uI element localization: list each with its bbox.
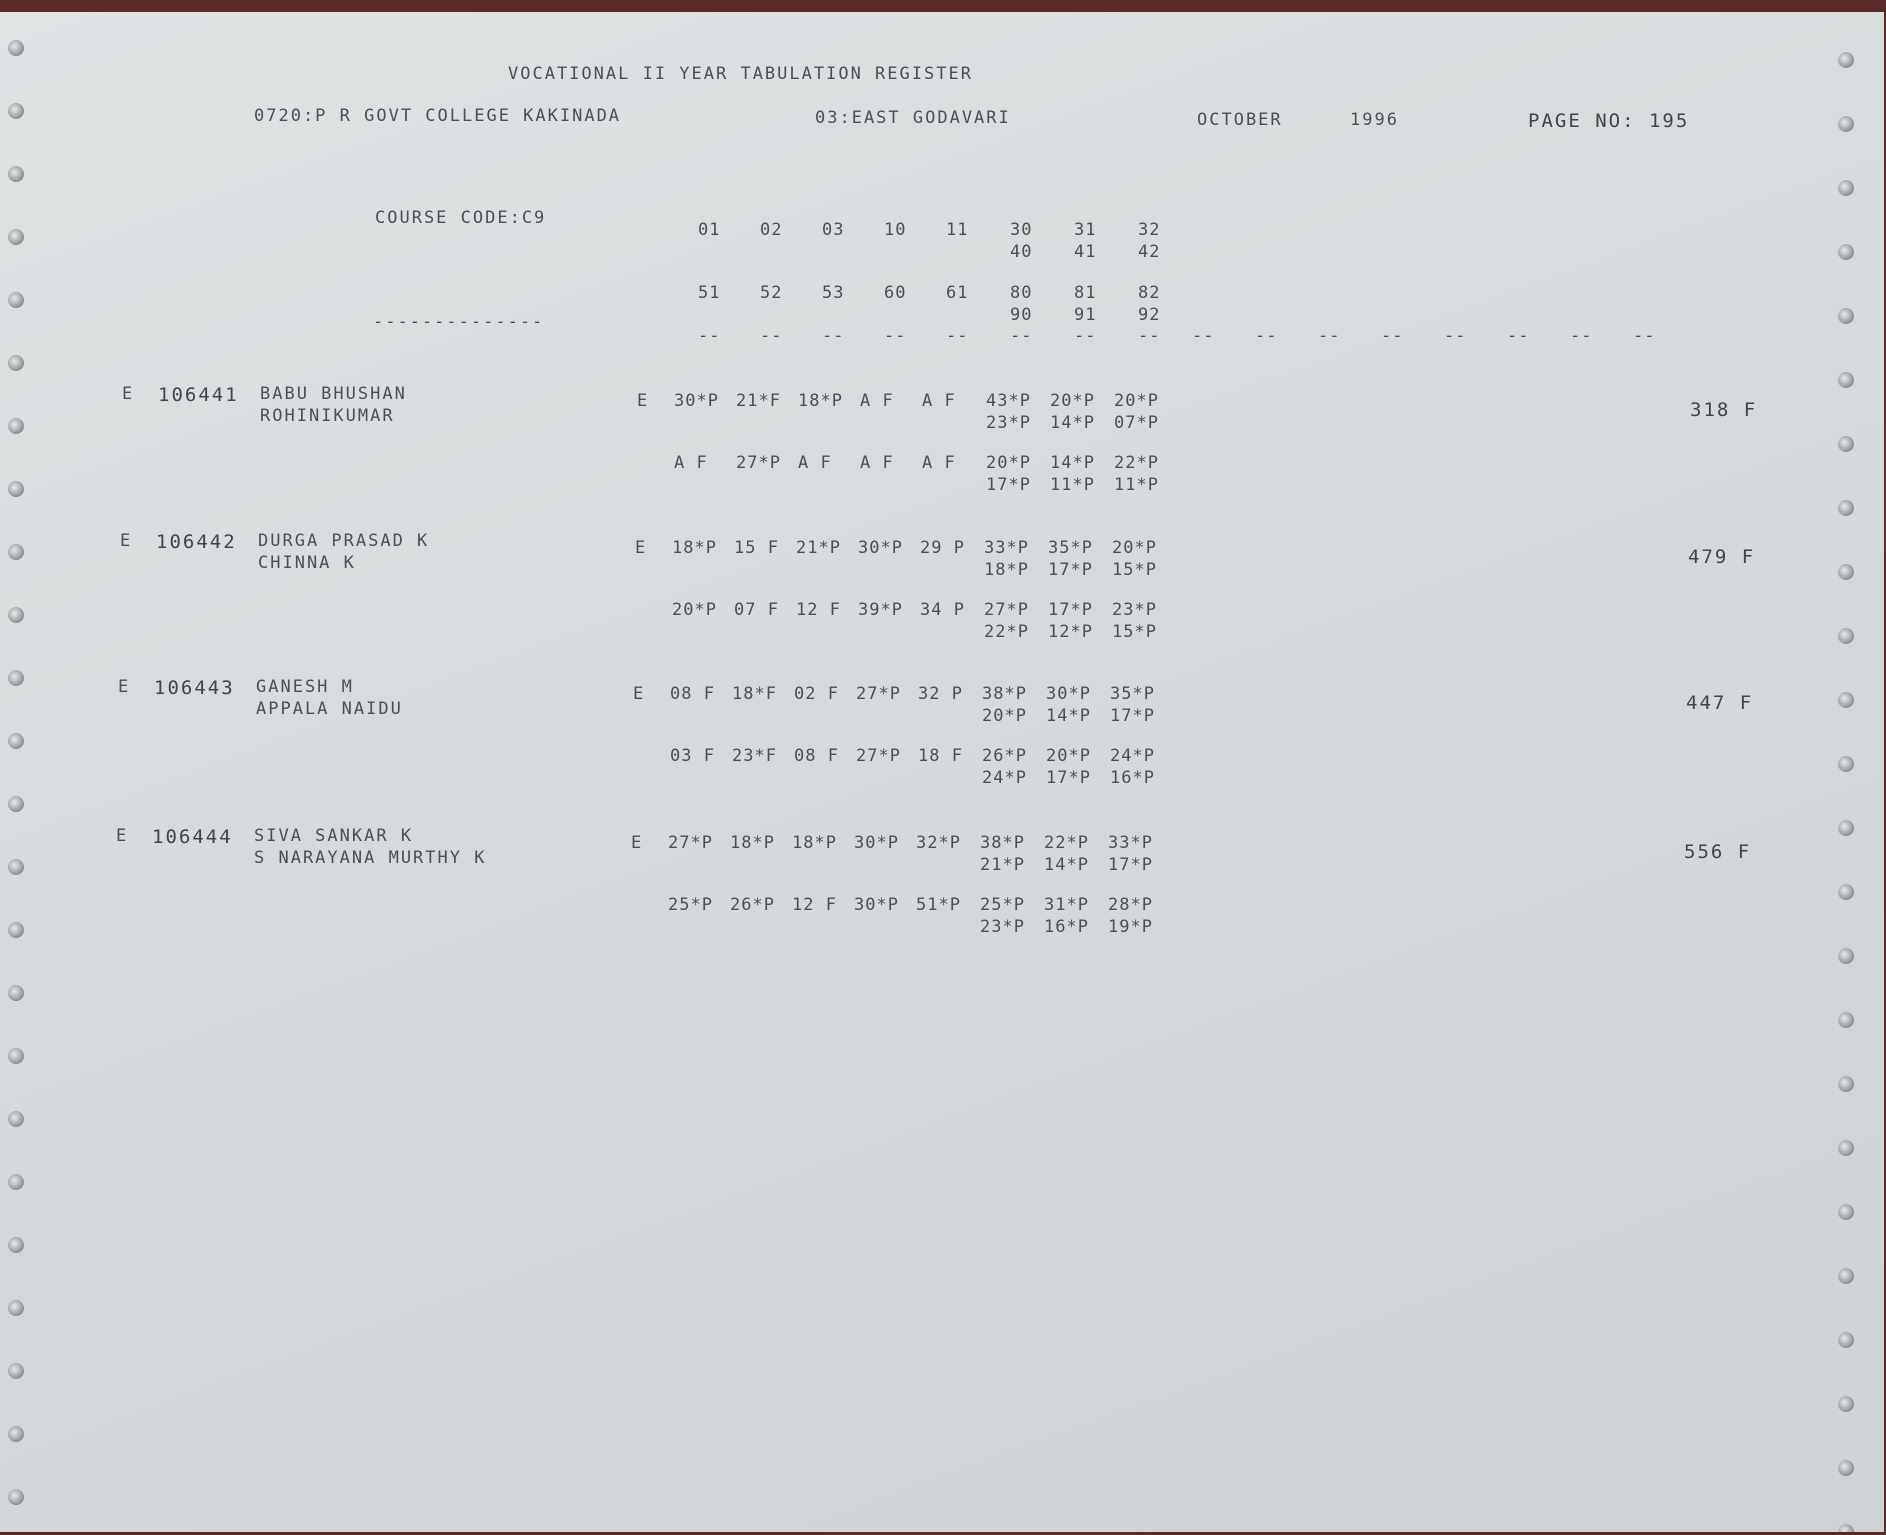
feed-hole-icon bbox=[1838, 308, 1854, 324]
feed-hole-icon bbox=[1838, 756, 1854, 772]
subject-mark: 38*P bbox=[980, 833, 1025, 853]
feed-hole-icon bbox=[8, 40, 24, 56]
subject-mark: 20*P bbox=[1114, 391, 1159, 411]
subject-mark: 30*P bbox=[674, 391, 719, 411]
subject-mark: 08 F bbox=[794, 746, 839, 766]
feed-hole-icon bbox=[8, 1426, 24, 1442]
father-name: S NARAYANA MURTHY K bbox=[254, 848, 487, 868]
course-underline: -------------- bbox=[373, 312, 545, 332]
feed-hole-icon bbox=[8, 1300, 24, 1316]
subject-code: 03 bbox=[822, 220, 845, 240]
hall-ticket-number: 106444 bbox=[152, 826, 233, 848]
subject-mark: 14*P bbox=[1046, 706, 1091, 726]
subject-mark: 16*P bbox=[1044, 917, 1089, 937]
student-name: DURGA PRASAD K bbox=[258, 531, 430, 551]
subject-code: 92 bbox=[1138, 305, 1161, 325]
subject-mark: 28*P bbox=[1108, 895, 1153, 915]
total-result: 479 F bbox=[1688, 546, 1756, 568]
feed-hole-icon bbox=[8, 355, 24, 371]
feed-hole-icon bbox=[8, 544, 24, 560]
subject-mark: 16*P bbox=[1110, 768, 1155, 788]
feed-hole-icon bbox=[1838, 628, 1854, 644]
subject-code: 81 bbox=[1074, 283, 1097, 303]
subject-mark: 18*P bbox=[792, 833, 837, 853]
hall-ticket-number: 106443 bbox=[154, 677, 235, 699]
feed-hole-icon bbox=[1838, 884, 1854, 900]
subject-mark: 31*P bbox=[1044, 895, 1089, 915]
subject-mark: 19*P bbox=[1108, 917, 1153, 937]
subject-mark: 07 F bbox=[734, 600, 779, 620]
column-separator: -- bbox=[1381, 326, 1404, 346]
subject-code: 31 bbox=[1074, 220, 1097, 240]
feed-hole-icon bbox=[8, 796, 24, 812]
subject-code: 11 bbox=[946, 220, 969, 240]
subject-mark: 25*P bbox=[980, 895, 1025, 915]
feed-hole-icon bbox=[8, 859, 24, 875]
feed-hole-icon bbox=[8, 103, 24, 119]
feed-hole-icon bbox=[1838, 948, 1854, 964]
subject-mark: 11*P bbox=[1114, 475, 1159, 495]
column-separator: -- bbox=[1570, 326, 1593, 346]
feed-hole-icon bbox=[8, 1489, 24, 1505]
subject-code: 10 bbox=[884, 220, 907, 240]
feed-hole-icon bbox=[1838, 372, 1854, 388]
subject-mark: 38*P bbox=[982, 684, 1027, 704]
feed-hole-icon bbox=[1838, 436, 1854, 452]
subject-code: 51 bbox=[698, 283, 721, 303]
subject-mark: 14*P bbox=[1050, 453, 1095, 473]
subject-mark: 07*P bbox=[1114, 413, 1159, 433]
subject-mark: 15 F bbox=[734, 538, 779, 558]
subject-code: 53 bbox=[822, 283, 845, 303]
subject-mark: 22*P bbox=[1114, 453, 1159, 473]
subject-mark: 20*P bbox=[1046, 746, 1091, 766]
feed-hole-icon bbox=[8, 292, 24, 308]
subject-mark: 18*P bbox=[730, 833, 775, 853]
subject-mark: 26*P bbox=[730, 895, 775, 915]
subject-mark: 14*P bbox=[1050, 413, 1095, 433]
column-separator: -- bbox=[698, 326, 721, 346]
subject-mark: 24*P bbox=[982, 768, 1027, 788]
column-separator: -- bbox=[1444, 326, 1467, 346]
page-number: PAGE NO: 195 bbox=[1528, 110, 1690, 132]
subject-mark: 17*P bbox=[1048, 600, 1093, 620]
language-medium: E bbox=[635, 538, 647, 558]
subject-code: 32 bbox=[1138, 220, 1161, 240]
feed-hole-icon bbox=[8, 985, 24, 1001]
subject-mark: 26*P bbox=[982, 746, 1027, 766]
subject-mark: 35*P bbox=[1110, 684, 1155, 704]
subject-mark: 29 P bbox=[920, 538, 965, 558]
feed-hole-icon bbox=[8, 418, 24, 434]
feed-hole-icon bbox=[1838, 1396, 1854, 1412]
subject-code: 80 bbox=[1010, 283, 1033, 303]
subject-mark: 17*P bbox=[1046, 768, 1091, 788]
column-separator: -- bbox=[1074, 326, 1097, 346]
language-medium: E bbox=[631, 833, 643, 853]
student-medium: E bbox=[122, 384, 135, 404]
feed-hole-icon bbox=[1838, 244, 1854, 260]
subject-mark: 25*P bbox=[668, 895, 713, 915]
subject-mark: 23*P bbox=[980, 917, 1025, 937]
subject-mark: 20*P bbox=[986, 453, 1031, 473]
column-separator: -- bbox=[760, 326, 783, 346]
subject-code: 82 bbox=[1138, 283, 1161, 303]
subject-mark: 30*P bbox=[858, 538, 903, 558]
subject-mark: 32*P bbox=[916, 833, 961, 853]
subject-mark: 17*P bbox=[986, 475, 1031, 495]
subject-mark: 39*P bbox=[858, 600, 903, 620]
subject-mark: 11*P bbox=[1050, 475, 1095, 495]
subject-mark: 23*P bbox=[1112, 600, 1157, 620]
total-result: 556 F bbox=[1684, 841, 1752, 863]
feed-hole-icon bbox=[1838, 116, 1854, 132]
column-separator: -- bbox=[822, 326, 845, 346]
subject-mark: 34 P bbox=[920, 600, 965, 620]
student-name: SIVA SANKAR K bbox=[254, 826, 414, 846]
feed-hole-icon bbox=[8, 733, 24, 749]
feed-hole-icon bbox=[1838, 1460, 1854, 1476]
column-separator: -- bbox=[1633, 326, 1656, 346]
subject-mark: 21*P bbox=[796, 538, 841, 558]
district-label: 03:EAST GODAVARI bbox=[815, 108, 1011, 128]
subject-mark: 18*P bbox=[798, 391, 843, 411]
subject-mark: A F bbox=[860, 391, 894, 411]
feed-hole-icon bbox=[1838, 1524, 1854, 1532]
feed-hole-icon bbox=[1838, 500, 1854, 516]
subject-mark: 23*F bbox=[732, 746, 777, 766]
feed-hole-icon bbox=[1838, 1012, 1854, 1028]
feed-hole-icon bbox=[1838, 1076, 1854, 1092]
exam-month: OCTOBER bbox=[1197, 110, 1283, 130]
subject-mark: 35*P bbox=[1048, 538, 1093, 558]
subject-mark: 20*P bbox=[1112, 538, 1157, 558]
subject-mark: 33*P bbox=[984, 538, 1029, 558]
column-separator: -- bbox=[1318, 326, 1341, 346]
column-separator: -- bbox=[884, 326, 907, 346]
subject-mark: 30*P bbox=[1046, 684, 1091, 704]
subject-mark: 18 F bbox=[918, 746, 963, 766]
subject-mark: 27*P bbox=[856, 746, 901, 766]
feed-hole-icon bbox=[8, 607, 24, 623]
subject-mark: A F bbox=[922, 453, 956, 473]
tabulation-sheet bbox=[0, 12, 1884, 1532]
subject-mark: 43*P bbox=[986, 391, 1031, 411]
feed-hole-icon bbox=[8, 1111, 24, 1127]
language-medium: E bbox=[633, 684, 645, 704]
subject-code: 91 bbox=[1074, 305, 1097, 325]
feed-hole-icon bbox=[1838, 180, 1854, 196]
subject-mark: 33*P bbox=[1108, 833, 1153, 853]
subject-mark: A F bbox=[922, 391, 956, 411]
total-result: 447 F bbox=[1686, 692, 1754, 714]
feed-hole-icon bbox=[8, 670, 24, 686]
subject-mark: 30*P bbox=[854, 833, 899, 853]
subject-code: 42 bbox=[1138, 242, 1161, 262]
subject-code: 52 bbox=[760, 283, 783, 303]
subject-code: 61 bbox=[946, 283, 969, 303]
column-separator: -- bbox=[1010, 326, 1033, 346]
feed-hole-icon bbox=[1838, 1332, 1854, 1348]
subject-mark: 20*P bbox=[672, 600, 717, 620]
feed-hole-icon bbox=[1838, 692, 1854, 708]
hall-ticket-number: 106441 bbox=[158, 384, 239, 406]
subject-mark: 32 P bbox=[918, 684, 963, 704]
column-separator: -- bbox=[1138, 326, 1161, 346]
subject-mark: 20*P bbox=[1050, 391, 1095, 411]
feed-hole-icon bbox=[8, 1048, 24, 1064]
feed-hole-icon bbox=[8, 1174, 24, 1190]
subject-mark: 22*P bbox=[984, 622, 1029, 642]
subject-mark: 03 F bbox=[670, 746, 715, 766]
subject-mark: 12 F bbox=[796, 600, 841, 620]
subject-code: 02 bbox=[760, 220, 783, 240]
exam-year: 1996 bbox=[1350, 110, 1399, 130]
subject-code: 01 bbox=[698, 220, 721, 240]
subject-mark: 23*P bbox=[986, 413, 1031, 433]
feed-hole-icon bbox=[8, 1237, 24, 1253]
course-code: COURSE CODE:C9 bbox=[375, 208, 547, 228]
feed-hole-icon bbox=[1838, 820, 1854, 836]
column-separator: -- bbox=[1255, 326, 1278, 346]
subject-mark: 18*P bbox=[984, 560, 1029, 580]
college-label: 0720:P R GOVT COLLEGE KAKINADA bbox=[254, 106, 622, 126]
subject-mark: 12 F bbox=[792, 895, 837, 915]
hall-ticket-number: 106442 bbox=[156, 531, 237, 553]
subject-mark: 17*P bbox=[1048, 560, 1093, 580]
column-separator: -- bbox=[946, 326, 969, 346]
subject-mark: A F bbox=[860, 453, 894, 473]
subject-code: 30 bbox=[1010, 220, 1033, 240]
register-title: VOCATIONAL II YEAR TABULATION REGISTER bbox=[508, 64, 973, 84]
student-name: BABU BHUSHAN bbox=[260, 384, 407, 404]
subject-mark: 08 F bbox=[670, 684, 715, 704]
column-separator: -- bbox=[1507, 326, 1530, 346]
feed-hole-icon bbox=[8, 166, 24, 182]
subject-mark: 15*P bbox=[1112, 622, 1157, 642]
subject-mark: 27*P bbox=[984, 600, 1029, 620]
feed-hole-icon bbox=[1838, 564, 1854, 580]
subject-mark: A F bbox=[798, 453, 832, 473]
subject-code: 41 bbox=[1074, 242, 1097, 262]
subject-mark: 27*P bbox=[668, 833, 713, 853]
subject-mark: 15*P bbox=[1112, 560, 1157, 580]
subject-mark: 18*P bbox=[672, 538, 717, 558]
feed-hole-icon bbox=[1838, 52, 1854, 68]
feed-hole-icon bbox=[1838, 1140, 1854, 1156]
subject-mark: 21*F bbox=[736, 391, 781, 411]
subject-mark: 12*P bbox=[1048, 622, 1093, 642]
total-result: 318 F bbox=[1690, 399, 1758, 421]
father-name: APPALA NAIDU bbox=[256, 699, 403, 719]
student-name: GANESH M bbox=[256, 677, 354, 697]
feed-hole-icon bbox=[8, 1363, 24, 1379]
column-separator: -- bbox=[1192, 326, 1215, 346]
subject-code: 90 bbox=[1010, 305, 1033, 325]
subject-mark: 14*P bbox=[1044, 855, 1089, 875]
subject-mark: 18*F bbox=[732, 684, 777, 704]
subject-mark: 22*P bbox=[1044, 833, 1089, 853]
subject-mark: 27*P bbox=[736, 453, 781, 473]
subject-mark: 27*P bbox=[856, 684, 901, 704]
feed-hole-icon bbox=[1838, 1204, 1854, 1220]
feed-hole-icon bbox=[1838, 1268, 1854, 1284]
language-medium: E bbox=[637, 391, 649, 411]
subject-mark: 21*P bbox=[980, 855, 1025, 875]
student-medium: E bbox=[116, 826, 129, 846]
student-medium: E bbox=[118, 677, 131, 697]
subject-code: 40 bbox=[1010, 242, 1033, 262]
subject-mark: 51*P bbox=[916, 895, 961, 915]
subject-mark: 02 F bbox=[794, 684, 839, 704]
feed-hole-icon bbox=[8, 922, 24, 938]
subject-mark: 20*P bbox=[982, 706, 1027, 726]
student-medium: E bbox=[120, 531, 133, 551]
subject-code: 60 bbox=[884, 283, 907, 303]
subject-mark: 30*P bbox=[854, 895, 899, 915]
father-name: CHINNA K bbox=[258, 553, 356, 573]
subject-mark: A F bbox=[674, 453, 708, 473]
subject-mark: 17*P bbox=[1110, 706, 1155, 726]
subject-mark: 24*P bbox=[1110, 746, 1155, 766]
feed-hole-icon bbox=[8, 481, 24, 497]
father-name: ROHINIKUMAR bbox=[260, 406, 395, 426]
subject-mark: 17*P bbox=[1108, 855, 1153, 875]
feed-hole-icon bbox=[8, 229, 24, 245]
